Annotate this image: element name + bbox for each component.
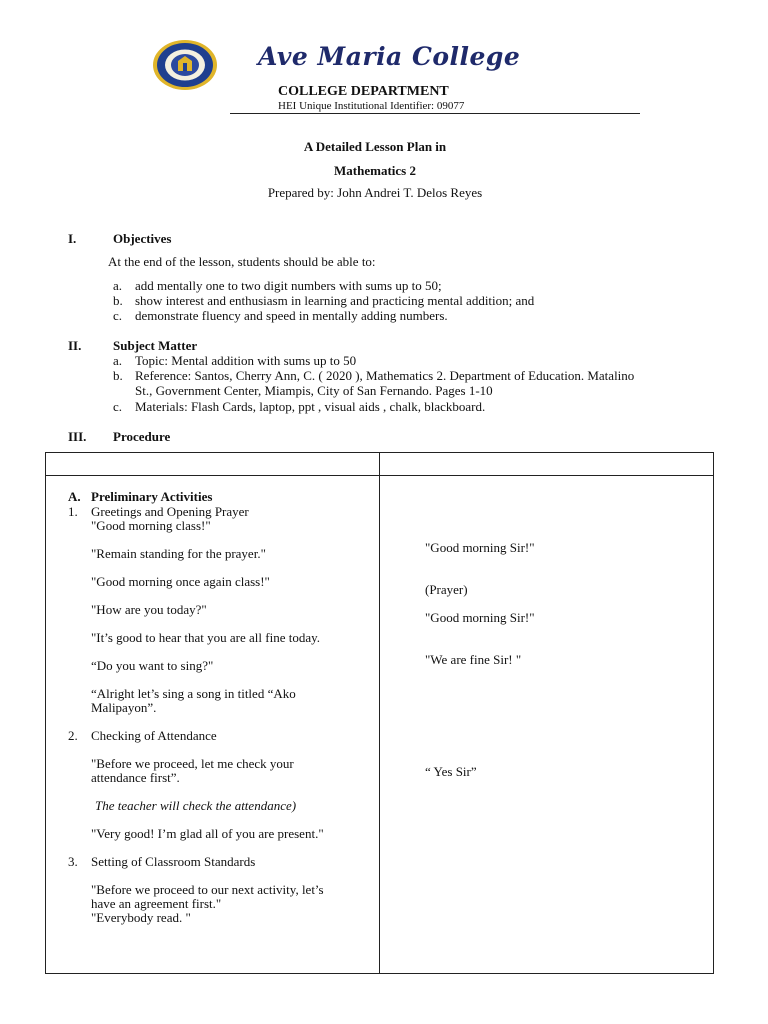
department-name: COLLEGE DEPARTMENT xyxy=(278,84,449,99)
objective-letter: c. xyxy=(113,308,123,323)
objective-item: add mentally one to two digit numbers with sums up to 50; xyxy=(135,278,442,293)
teacher-note: The teacher will check the attendance) xyxy=(95,798,297,813)
section-number-procedure: III. xyxy=(68,429,87,444)
objective-letter: a. xyxy=(113,278,123,293)
college-name: Ave Maria College xyxy=(258,42,521,71)
subject-letter: c. xyxy=(113,399,123,414)
teacher-line: "Good morning once again class!" xyxy=(91,574,270,589)
lesson-plan-title: A Detailed Lesson Plan in xyxy=(303,139,447,154)
teacher-line: "Before we proceed to our next activity, let’s xyxy=(91,882,324,897)
student-response: "Good morning Sir!" xyxy=(425,610,535,625)
subject-item: Materials: Flash Cards, laptop, ppt , visual aids , chalk, blackboard. xyxy=(135,399,486,414)
subject-item-continuation: St., Government Center, Miampis, City of San Fernando. Pages 1-10 xyxy=(135,383,493,398)
teacher-line: "Before we proceed, let me check your xyxy=(91,756,294,771)
teacher-line: "Remain standing for the prayer." xyxy=(91,546,266,561)
subject-letter: b. xyxy=(113,368,123,383)
activity-title: Checking of Attendance xyxy=(91,728,217,743)
teacher-line: "It’s good to hear that you are all fine today. xyxy=(91,630,321,645)
objective-letter: b. xyxy=(113,293,123,308)
objectives-intro: At the end of the lesson, students should be able to: xyxy=(108,254,376,269)
teacher-line: "Everybody read. " xyxy=(91,910,191,925)
table-column-divider xyxy=(379,452,380,974)
student-response: "Good morning Sir!" xyxy=(425,540,535,555)
subject-item: Topic: Mental addition with sums up to 50 xyxy=(135,353,357,368)
subject-letter: a. xyxy=(113,353,123,368)
student-response: “ Yes Sir” xyxy=(425,764,477,779)
subject-item: Reference: Santos, Cherry Ann, C. ( 2020 ), Mathematics 2. Department of Education. Matalino xyxy=(135,368,635,383)
activity-number: 2. xyxy=(68,728,78,743)
college-seal-icon xyxy=(152,39,218,91)
teacher-line: "Good morning class!" xyxy=(91,518,211,533)
teacher-line: “Do you want to sing?" xyxy=(91,658,214,673)
header-divider xyxy=(230,113,640,114)
activity-title: Setting of Classroom Standards xyxy=(91,854,256,869)
hei-identifier: HEI Unique Institutional Identifier: 09077 xyxy=(278,100,465,112)
activity-title: Greetings and Opening Prayer xyxy=(91,504,249,519)
teacher-line: have an agreement first." xyxy=(91,896,222,911)
section-heading-subject-matter: Subject Matter xyxy=(113,338,198,353)
section-heading-objectives: Objectives xyxy=(113,231,172,246)
procedure-part-title: Preliminary Activities xyxy=(91,489,213,504)
teacher-line: attendance first”. xyxy=(91,770,180,785)
subject-title: Mathematics 2 xyxy=(334,163,416,178)
student-response: "We are fine Sir! " xyxy=(425,652,522,667)
teacher-line: Malipayon”. xyxy=(91,700,157,715)
objective-item: demonstrate fluency and speed in mentally adding numbers. xyxy=(135,308,448,323)
teacher-line: “Alright let’s sing a song in titled “Ako xyxy=(91,686,296,701)
student-response: (Prayer) xyxy=(425,582,468,597)
objective-item: show interest and enthusiasm in learning and practicing mental addition; and xyxy=(135,293,535,308)
section-number-subject-matter: II. xyxy=(68,338,82,353)
section-number-objectives: I. xyxy=(68,231,77,246)
section-heading-procedure: Procedure xyxy=(113,429,171,444)
activity-number: 1. xyxy=(68,504,78,519)
teacher-line: "Very good! I’m glad all of you are present." xyxy=(91,826,324,841)
teacher-line: "How are you today?" xyxy=(91,602,207,617)
procedure-part-letter: A. xyxy=(68,489,81,504)
activity-number: 3. xyxy=(68,854,78,869)
prepared-by: Prepared by: John Andrei T. Delos Reyes xyxy=(267,185,483,200)
